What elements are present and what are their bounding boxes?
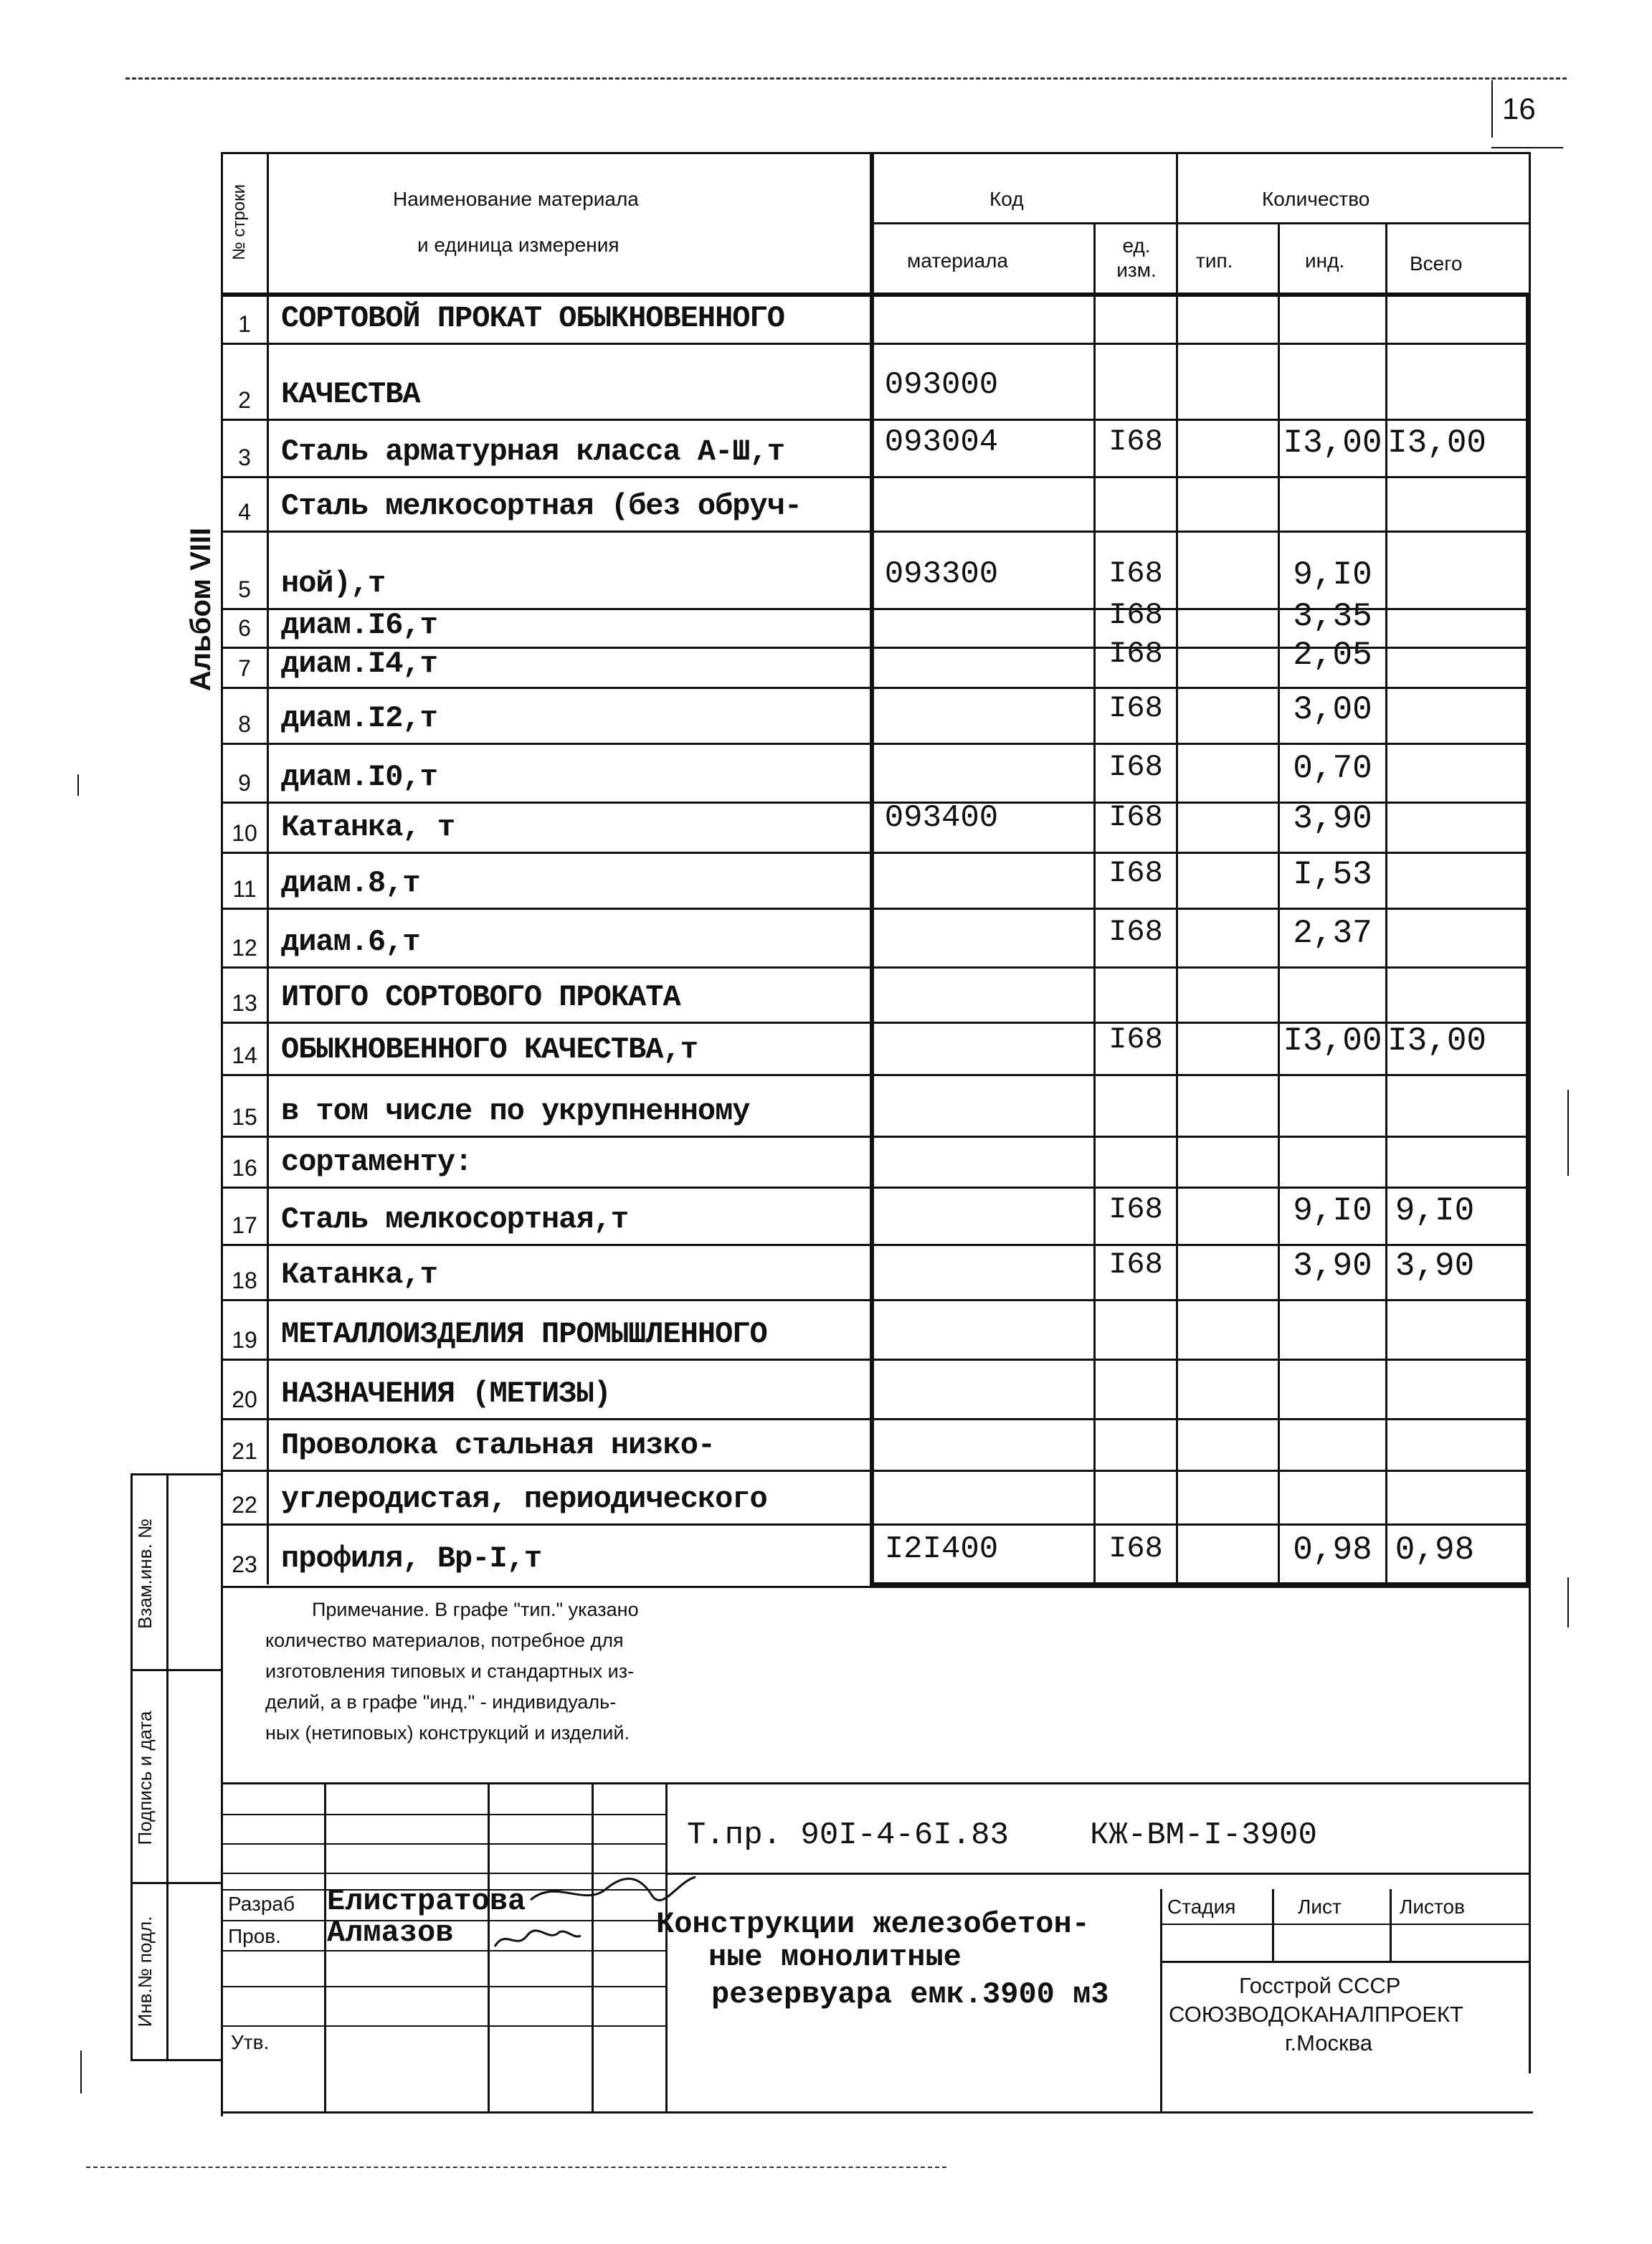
utv-label: Утв. (231, 2031, 270, 2053)
row-unit-code: I68 (1109, 856, 1163, 890)
table-row-border (221, 852, 1531, 854)
prov-label: Пров. (228, 1925, 281, 1947)
row-unit-code: I68 (1109, 637, 1163, 671)
razrab-label: Разраб (228, 1893, 295, 1915)
row-material-name: сортаменту: (281, 1145, 473, 1179)
bottom-dashed-rule (86, 2167, 946, 2168)
listov-label: Листов (1400, 1896, 1465, 1918)
header-bottom-border (221, 293, 1531, 297)
header-subdivider (870, 222, 1529, 224)
page-number-underline (1491, 147, 1563, 148)
list-label: Лист (1298, 1896, 1342, 1918)
row-material-name: КАЧЕСТВА (281, 377, 420, 412)
stamp-grid-vline (592, 1782, 594, 2114)
col-divider-rownum (267, 152, 269, 1584)
side-strip-bottom (130, 2059, 221, 2061)
row-material-name: Сталь арматурная класса А-Ш,т (281, 434, 784, 469)
row-qty-ind: 0,98 (1293, 1531, 1372, 1569)
stamp-grid-vline (324, 1782, 326, 2114)
footnote-line: ных (нетиповых) конструкций и изделий. (265, 1722, 630, 1744)
footnote-line: Примечание. В графе "тип." указано (312, 1599, 639, 1620)
side-strip-div2 (130, 1882, 221, 1884)
row-material-name: диам.I0,т (281, 760, 437, 794)
row-material-name: Сталь мелкосортная (без обруч- (281, 489, 802, 523)
row-unit-code: I68 (1109, 556, 1163, 591)
stamp-grid-line (1160, 1961, 1531, 1963)
row-material-name: профиля, Вр-I,т (281, 1541, 542, 1576)
stamp-top-border (221, 1782, 1531, 1784)
header-total: Всего (1410, 252, 1463, 275)
header-name-line2: и единица измерения (417, 234, 620, 256)
side-strip-div1 (130, 1669, 221, 1671)
row-qty-ind: 3,00 (1293, 691, 1372, 728)
row-qty-ind: 0,70 (1293, 750, 1372, 787)
org-line1: Госстрой СССР (1239, 1973, 1401, 1998)
row-material-name: Сталь мелкосортная,т (281, 1202, 629, 1237)
row-number: 3 (238, 444, 251, 470)
stamp-grid-line (1160, 1924, 1531, 1925)
doc-code: Т.пр. 90I-4-6I.83 (687, 1817, 1009, 1853)
footnote-line: делий, а в графе "инд." - индивидуаль- (265, 1691, 617, 1713)
row-qty-ind: 9,I0 (1293, 1192, 1372, 1230)
margin-mark (1567, 1090, 1569, 1176)
top-dashed-rule (125, 77, 1567, 80)
title-line3: резервуара емк.3900 м3 (711, 1977, 1109, 2012)
stamp-grid-vline (665, 1782, 668, 2114)
side-label-podpis: Подпись и дата (134, 1711, 156, 1845)
row-qty-total: 0,98 (1395, 1531, 1475, 1569)
row-material-name: Проволока стальная низко- (281, 1428, 716, 1463)
table-row-border (221, 476, 1531, 478)
row-qty-ind: I,53 (1293, 856, 1372, 893)
table-row-border (221, 1074, 1531, 1076)
row-material-name: диам.8,т (281, 866, 420, 900)
stamp-bottom-border (221, 2111, 1533, 2114)
org-line2: СОЮЗВОДОКАНАЛПРОЕКТ (1169, 2002, 1463, 2027)
row-qty-ind: I3,00 (1283, 424, 1382, 462)
row-material-name: НАЗНАЧЕНИЯ (МЕТИЗЫ) (281, 1377, 611, 1411)
stamp-grid-line (221, 1950, 665, 1951)
side-strip-top (130, 1473, 221, 1475)
row-qty-total: I3,00 (1387, 1022, 1487, 1060)
row-qty-total: 3,90 (1395, 1247, 1475, 1285)
row-material-name: ной),т (281, 566, 386, 601)
prov-name: Алмазов (327, 1916, 454, 1950)
prov-signature (491, 1921, 584, 1957)
side-label-vzam: Взам.инв. № (134, 1518, 156, 1629)
row-number: 12 (232, 935, 257, 961)
stamp-grid-line (221, 2025, 665, 2027)
row-number: 19 (232, 1327, 257, 1353)
footnote-line: количество материалов, потребное для (265, 1630, 624, 1651)
row-number: 14 (232, 1042, 257, 1068)
row-unit-code: I68 (1109, 1247, 1163, 1282)
row-qty-ind: I3,00 (1283, 1022, 1382, 1060)
row-material-name: Катанка,т (281, 1258, 437, 1292)
header-code-material: материала (907, 249, 1008, 272)
row-number: 5 (238, 576, 251, 602)
row-qty-total: I3,00 (1387, 424, 1487, 462)
col-divider-unit (1176, 152, 1178, 1584)
side-label-inv: Инв.№ подл. (134, 1916, 156, 2027)
row-number: 6 (238, 615, 251, 641)
table-row-border (221, 531, 1531, 533)
row-number: 11 (232, 876, 257, 902)
title-line2: ные монолитные (708, 1940, 962, 1974)
row-number: 15 (232, 1104, 257, 1130)
side-strip-left (130, 1473, 133, 2061)
row-number: 7 (238, 655, 251, 681)
stamp-grid-vline (1272, 1889, 1274, 1961)
row-material-name: диам.6,т (281, 925, 420, 959)
row-number: 18 (232, 1268, 257, 1293)
table-top-border (221, 152, 1531, 154)
stamp-code-bottom (665, 1873, 1531, 1875)
header-row-number: № строки (229, 184, 249, 261)
row-unit-code: I68 (1109, 915, 1163, 949)
stamp-grid-line (221, 1986, 665, 1987)
stamp-grid-vline (1390, 1889, 1392, 1961)
row-qty-ind: 9,I0 (1293, 556, 1372, 594)
row-number: 23 (232, 1551, 257, 1577)
row-number: 9 (238, 770, 251, 796)
table-row-border (221, 343, 1531, 345)
row-number: 17 (232, 1212, 257, 1238)
table-row-border (221, 908, 1531, 910)
row-number: 20 (232, 1387, 257, 1412)
row-number: 21 (232, 1438, 257, 1464)
stamp-grid-line (221, 1814, 665, 1815)
org-line3: г.Москва (1285, 2030, 1372, 2055)
margin-mark (80, 2050, 82, 2093)
table-row-border (221, 1299, 1531, 1301)
row-material-name: ИТОГО СОРТОВОГО ПРОКАТА (281, 980, 680, 1014)
row-material-name: диам.I2,т (281, 701, 437, 736)
row-number: 4 (238, 499, 251, 525)
page-number: 16 (1502, 92, 1536, 125)
stamp-grid-vline (488, 1782, 490, 2114)
row-number: 1 (238, 311, 251, 337)
row-qty-ind: 3,90 (1293, 1247, 1372, 1285)
album-label: Альбом VIII (185, 527, 217, 692)
row-unit-code: I68 (1109, 424, 1163, 459)
row-material-name: диам.I6,т (281, 608, 437, 642)
stadia-label: Стадия (1167, 1896, 1236, 1918)
header-ind: инд. (1305, 249, 1345, 272)
table-row-border (221, 1418, 1531, 1420)
row-qty-ind: 2,05 (1293, 637, 1372, 674)
row-material-code: 093400 (884, 800, 999, 836)
row-qty-ind: 3,35 (1293, 598, 1372, 635)
table-row-border (221, 1244, 1531, 1246)
table-row-border (221, 1136, 1531, 1138)
row-qty-ind: 2,37 (1293, 915, 1372, 952)
row-material-name: ОБЫКНОВЕННОГО КАЧЕСТВА,т (281, 1032, 698, 1067)
row-material-name: в том числе по укрупненному (281, 1094, 750, 1128)
row-material-code: I2I400 (884, 1531, 999, 1567)
margin-mark (77, 774, 79, 796)
row-number: 13 (232, 990, 257, 1016)
row-material-name: углеродистая, периодического (281, 1482, 767, 1516)
row-unit-code: I68 (1109, 800, 1163, 835)
header-code-unit: ед. изм. (1116, 234, 1157, 281)
row-unit-code: I68 (1109, 1022, 1163, 1057)
header-code: Код (989, 188, 1024, 210)
page-number-divider (1491, 80, 1493, 138)
razrab-name: Елистратова (327, 1884, 526, 1919)
row-unit-code: I68 (1109, 1531, 1163, 1566)
row-unit-code: I68 (1109, 691, 1163, 726)
stamp-grid-line (221, 1843, 665, 1845)
row-qty-total: 9,I0 (1395, 1192, 1475, 1230)
stamp-grid-vline (1160, 1889, 1162, 2114)
header-name-line1: Наименование материала (393, 188, 639, 210)
row-material-name: диам.I4,т (281, 647, 437, 681)
sheet-code: КЖ-ВМ-I-3900 (1090, 1817, 1317, 1853)
table-row-border (221, 1187, 1531, 1189)
margin-mark (1567, 1577, 1569, 1627)
table-row-border (221, 1523, 1531, 1526)
row-material-code: 093300 (884, 556, 999, 592)
footnote-line: изготовления типовых и стандартных из- (265, 1660, 635, 1682)
row-material-name: Катанка, т (281, 810, 455, 845)
title-line1: Конструкции железобетон- (656, 1907, 1090, 1941)
row-number: 10 (232, 820, 257, 846)
row-material-name: СОРТОВОЙ ПРОКАТ ОБЫКНОВЕННОГО (281, 301, 784, 336)
row-qty-ind: 3,90 (1293, 800, 1372, 837)
row-unit-code: I68 (1109, 750, 1163, 784)
table-row-border (221, 1359, 1531, 1361)
side-strip-right (166, 1473, 168, 2061)
row-number: 8 (238, 711, 251, 737)
row-unit-code: I68 (1109, 598, 1163, 632)
row-number: 22 (232, 1492, 257, 1518)
header-quantity: Количество (1262, 188, 1370, 210)
table-row-border (221, 743, 1531, 745)
table-border-right-thick (1526, 294, 1530, 1584)
row-unit-code: I68 (1109, 1192, 1163, 1227)
row-number: 2 (238, 387, 251, 413)
table-row-border (221, 966, 1531, 969)
row-material-code: 093004 (884, 424, 999, 460)
table-row-border (221, 419, 1531, 421)
row-number: 16 (232, 1155, 257, 1181)
table-row-border (221, 687, 1531, 689)
row-material-name: МЕТАЛЛОИЗДЕЛИЯ ПРОМЫШЛЕННОГО (281, 1317, 767, 1351)
header-typ: тип. (1196, 249, 1233, 272)
table-row-border (221, 1470, 1531, 1472)
note-top-border (221, 1586, 1531, 1588)
row-material-code: 093000 (884, 367, 999, 403)
